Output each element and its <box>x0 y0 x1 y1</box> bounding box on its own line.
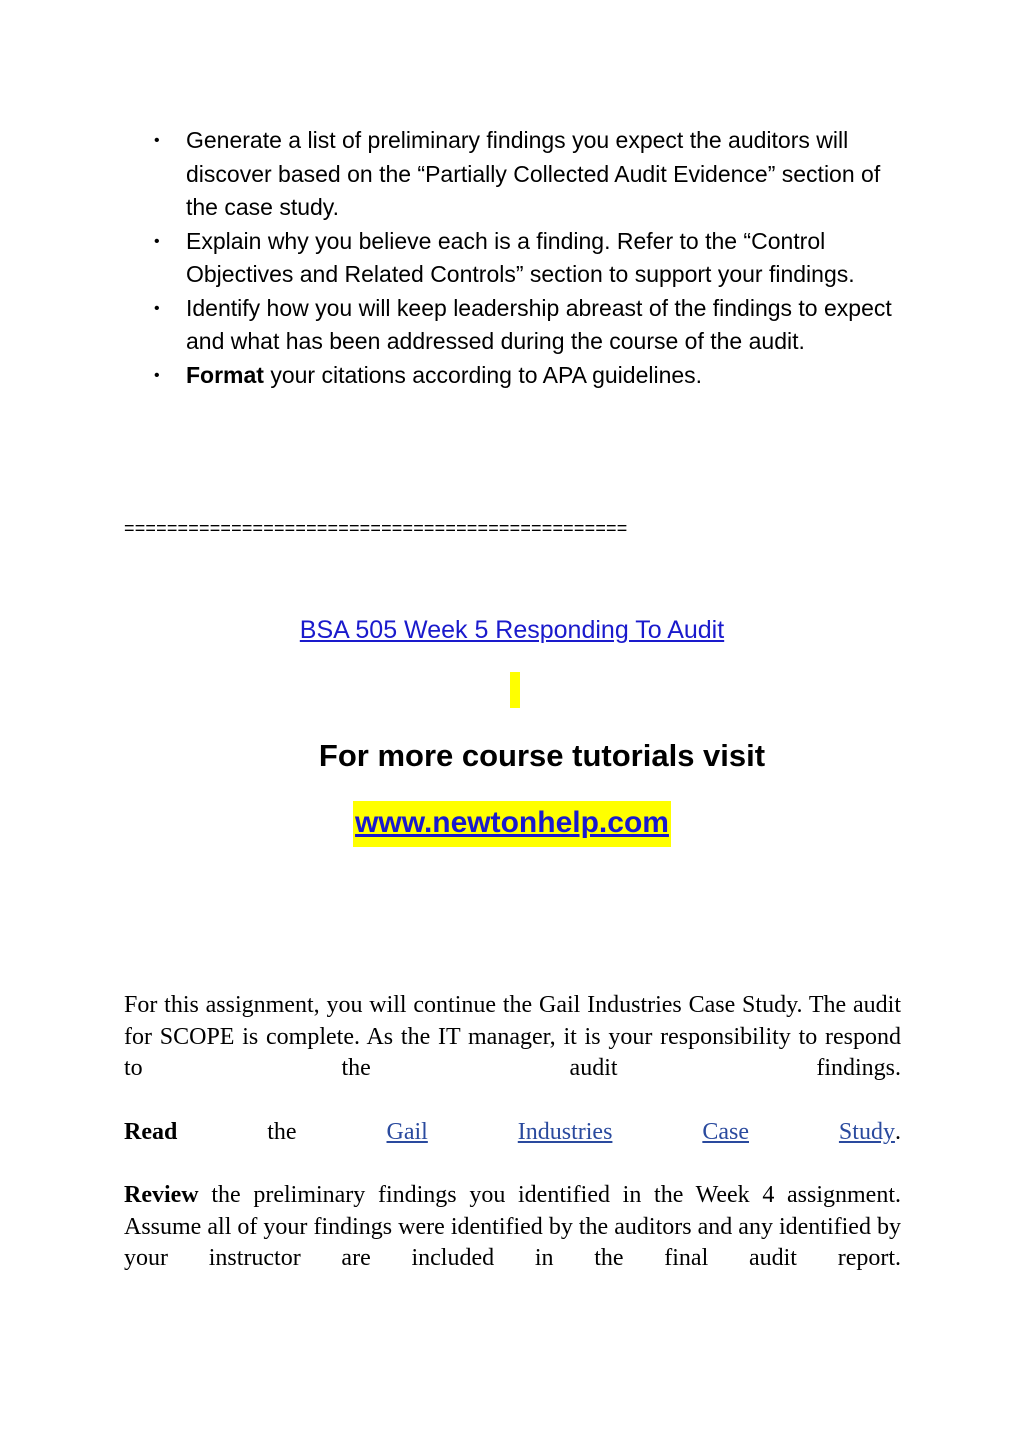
bullet-text: Identify how you will keep leadership abreast of the findings to expect and what has been addressed during the course of the audit. <box>186 294 892 354</box>
bullet-item <box>150 124 910 225</box>
review-label: Review <box>124 1182 199 1208</box>
assignment-bullet-list <box>150 124 910 392</box>
course-title-link[interactable]: BSA 505 Week 5 Responding To Audit <box>299 616 725 644</box>
bullet-dot-icon: • <box>154 232 160 250</box>
site-link-block <box>0 801 1024 847</box>
read-row <box>124 1117 901 1149</box>
period: . <box>894 1119 901 1145</box>
separator-line: =============================================== <box>124 518 628 538</box>
bullet-text: Explain why you believe each is a finding. Refer to the “Control Objectives and Related Controls” section to support your findings. <box>186 227 855 287</box>
tutorials-heading: For more course tutorials visit <box>318 738 766 773</box>
bullet-dot-icon: • <box>154 299 160 317</box>
read-label: Read <box>124 1119 178 1145</box>
case-study-link-word[interactable]: Gail <box>386 1119 428 1145</box>
read-instruction <box>124 1117 901 1149</box>
bullet-item <box>150 359 910 393</box>
website-link[interactable]: www.newtonhelp.com <box>353 801 671 847</box>
bullet-item <box>150 225 910 292</box>
bullet-bold-lead: Format <box>186 361 264 388</box>
review-instruction <box>124 1180 901 1275</box>
assignment-intro-paragraph: For this assignment, you will continue the Gail Industries Case Study. The audit for SCOPE is complete. As the IT manager, it is your responsibility to respond to the audit findings. <box>124 992 901 1081</box>
bullet-text: your citations according to APA guidelines. <box>263 361 703 388</box>
bullet-text: Generate a list of preliminary findings you expect the auditors will discover based on the “Partially Collected Audit Evidence” section of the case study. <box>186 127 881 220</box>
case-study-link-word[interactable]: Case <box>702 1119 749 1145</box>
review-text: the preliminary findings you identified in the Week 4 assignment. Assume all of your findings were identified by the auditors and any identified by your instructor are included in the final audit report. <box>124 1182 901 1271</box>
bullet-item <box>150 292 910 359</box>
bullet-dot-icon: • <box>154 132 160 149</box>
highlight-marker <box>510 672 520 708</box>
the-word: the <box>267 1119 297 1145</box>
bullet-dot-icon: • <box>154 366 160 384</box>
case-study-link-word[interactable]: Study <box>838 1119 895 1145</box>
course-link-block <box>0 612 1024 648</box>
case-study-link-word[interactable]: Industries <box>517 1119 613 1145</box>
